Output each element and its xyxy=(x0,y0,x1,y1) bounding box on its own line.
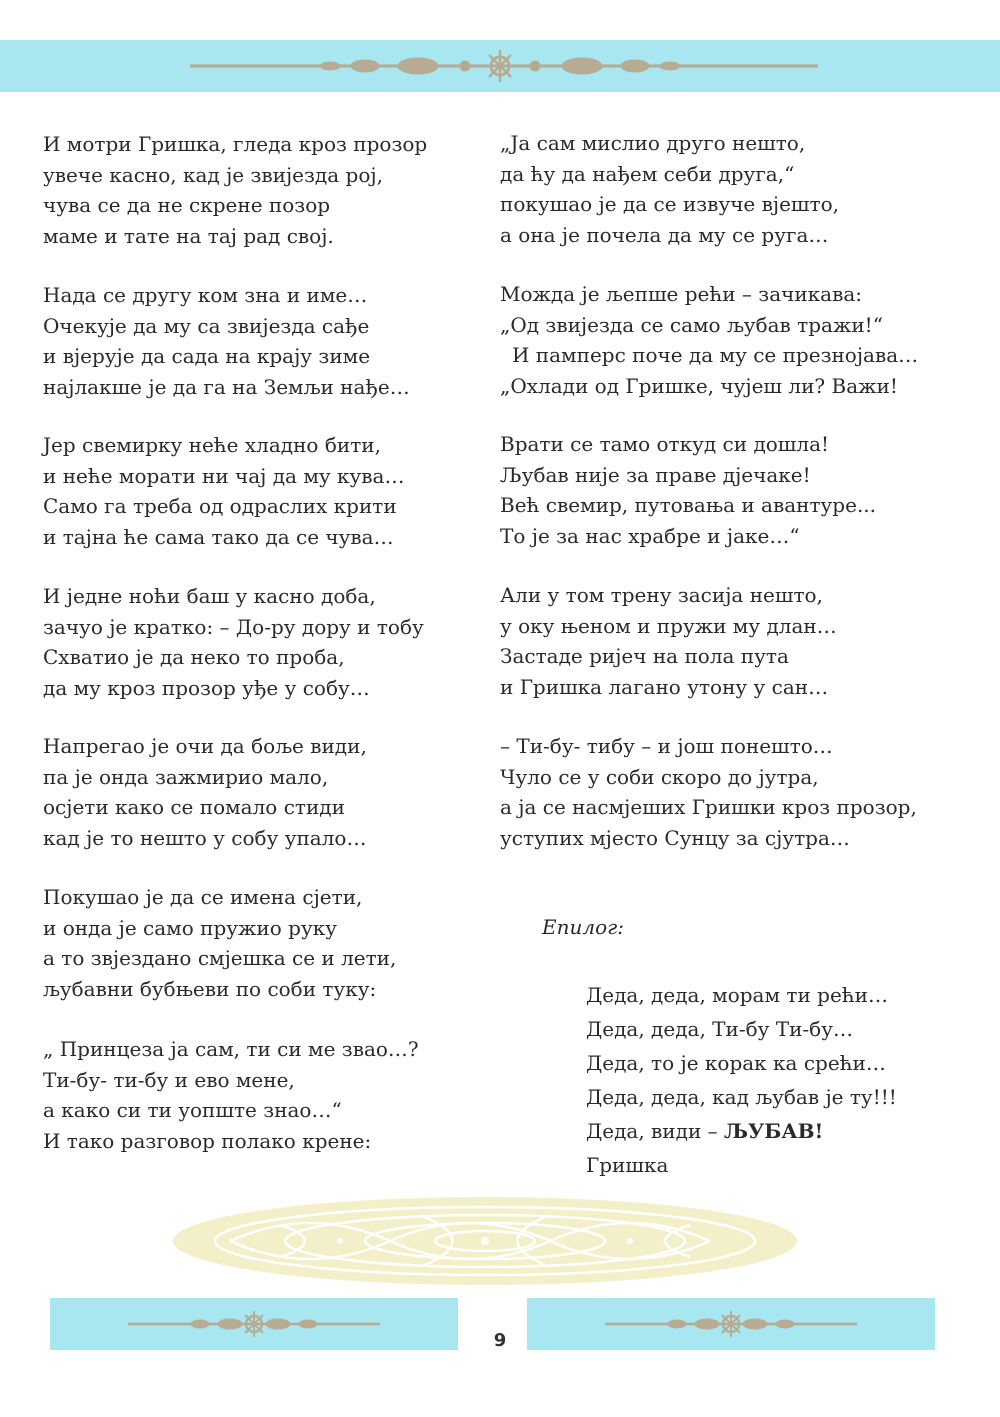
poem-line: и неће морати ни чај да му кува… xyxy=(43,463,405,488)
poem-line: Чуло се у соби скоро до јутра, xyxy=(500,764,819,789)
poem-line: маме и тате на тај рад свој. xyxy=(43,223,334,248)
poem-line: И мотри Гришка, гледа кроз прозор xyxy=(43,132,428,156)
bottom-right-decorative-band xyxy=(527,1298,935,1350)
poem-line: и Гришка лагано утону у сан… xyxy=(500,674,829,699)
poem-line: чува се да не скрене позор xyxy=(43,193,331,217)
poem-line: „Ја сам мислио друго нешто, xyxy=(500,131,806,155)
epilog-love-word: ЉУБАВ! xyxy=(724,1119,824,1143)
lace-ornament-icon xyxy=(170,1195,800,1287)
poem-line: „Охлади од Гришке, чујеш ли? Важи! xyxy=(500,373,898,398)
stanza xyxy=(500,731,917,853)
poem-line: Већ свемир, путовања и авантуре... xyxy=(500,493,877,517)
poem-line: Јер свемирку неће хладно бити, xyxy=(43,433,381,457)
poem-line: да ћу да нађем себи друга,“ xyxy=(500,161,795,186)
poem-line: Али у том трену засија нешто, xyxy=(500,583,823,607)
epilog-line: Деда, деда, кад љубав је ту!!! xyxy=(586,1085,897,1109)
poem-line: кад је то нешто у собу упало… xyxy=(43,825,367,850)
poem-line: „Од звијезда се само љубав тражи!“ xyxy=(500,312,883,337)
poem-line: уступих мјесто Сунцу за сјутра… xyxy=(500,825,850,850)
stanza xyxy=(500,580,837,702)
poem-line: И тако разговор полако крене: xyxy=(43,1128,372,1153)
poem-line: „ Принцеза ја сам, ти си ме звао…? xyxy=(43,1037,419,1061)
poem-line: Схватио је да неко то проба, xyxy=(43,645,345,669)
poem-line: Застаде ријеч на пола пута xyxy=(500,644,789,668)
stanza xyxy=(43,581,424,703)
epilog-block xyxy=(586,978,897,1182)
stanza xyxy=(43,731,367,853)
poem-line: а како си ти уопште знао…“ xyxy=(43,1098,342,1122)
stanza xyxy=(500,279,918,401)
page-number: 9 xyxy=(493,1330,507,1351)
epilog-line-prefix: Деда, види – xyxy=(586,1119,724,1143)
poem-line: а ја се насмјеших Гришки кроз прозор, xyxy=(500,795,917,819)
poem-line: Покушао је да се имена сјети, xyxy=(43,885,363,909)
poem-line: увече касно, кад је звијезда рој, xyxy=(43,162,383,187)
poem-line: зачуо је кратко: – До-ру дору и тобу xyxy=(43,614,424,639)
epilog-signature: Гришка xyxy=(586,1153,669,1177)
poem-line: Можда је љепше рећи – зачикава: xyxy=(500,282,863,306)
poem-line: Ти-бу- ти-бу и ево мене, xyxy=(43,1067,295,1092)
epilog-line: Деда, деда, морам ти рећи… xyxy=(586,983,888,1007)
poem-line: и тајна ће сама тако да се чува… xyxy=(43,524,394,549)
stanza xyxy=(500,128,839,250)
stanza xyxy=(43,882,396,1004)
stanza xyxy=(500,429,876,551)
poem-line: да му кроз прозор уђе у собу… xyxy=(43,675,370,700)
top-flourish-icon xyxy=(0,40,1000,92)
poem-line: у оку њеном и пружи му длан… xyxy=(500,613,837,638)
epilog-last-line xyxy=(586,1114,897,1148)
poem-line: Само га треба од одраслих крити xyxy=(43,494,397,518)
poem-line: покушао је да се извуче вјешто, xyxy=(500,192,839,216)
epilog-line: Деда, деда, Ти-бу Ти-бу… xyxy=(586,1017,853,1041)
poem-line: И једне ноћи баш у касно доба, xyxy=(43,584,376,608)
stanza xyxy=(43,430,404,552)
stanza xyxy=(43,1034,419,1156)
bottom-right-flourish-icon xyxy=(527,1298,935,1350)
poem-line: И памперс поче да му се презнојава… xyxy=(512,343,919,367)
poem-line: Напрегао је очи да боље види, xyxy=(43,734,367,758)
poem-line: најлакше је да га на Земљи нађе… xyxy=(43,374,410,399)
top-decorative-band xyxy=(0,40,1000,92)
poem-line: љубавни бубњеви по соби туку: xyxy=(43,976,377,1001)
poem-line: Очекује да му са звијезда сађе xyxy=(43,313,370,338)
poem-line: и онда је само пружио руку xyxy=(43,915,337,940)
poem-line: осјети како се помало стиди xyxy=(43,795,345,819)
poem-line: а то звјездано смјешка се и лети, xyxy=(43,946,397,970)
epilog-title: Епилог: xyxy=(542,915,624,939)
poem-line: То је за нас храбре и јаке…“ xyxy=(500,523,800,548)
epilog-line: Деда, то је корак ка срећи… xyxy=(586,1051,886,1075)
poem-line: Љубав није за праве дјечаке! xyxy=(500,462,811,487)
stanza xyxy=(43,129,427,251)
stanza xyxy=(43,280,410,402)
poem-line: – Ти-бу- тибу – и још понешто… xyxy=(500,734,833,758)
poem-line: Врати се тамо откуд си дошла! xyxy=(500,432,830,456)
bottom-left-decorative-band xyxy=(50,1298,458,1350)
bottom-left-flourish-icon xyxy=(50,1298,458,1350)
poem-line: и вјерује да сада на крају зиме xyxy=(43,344,371,368)
poem-line: а она је почела да му се руга… xyxy=(500,222,829,247)
poem-line: па је онда зажмирио мало, xyxy=(43,764,329,789)
poem-line: Нада се другу ком зна и име… xyxy=(43,283,368,307)
